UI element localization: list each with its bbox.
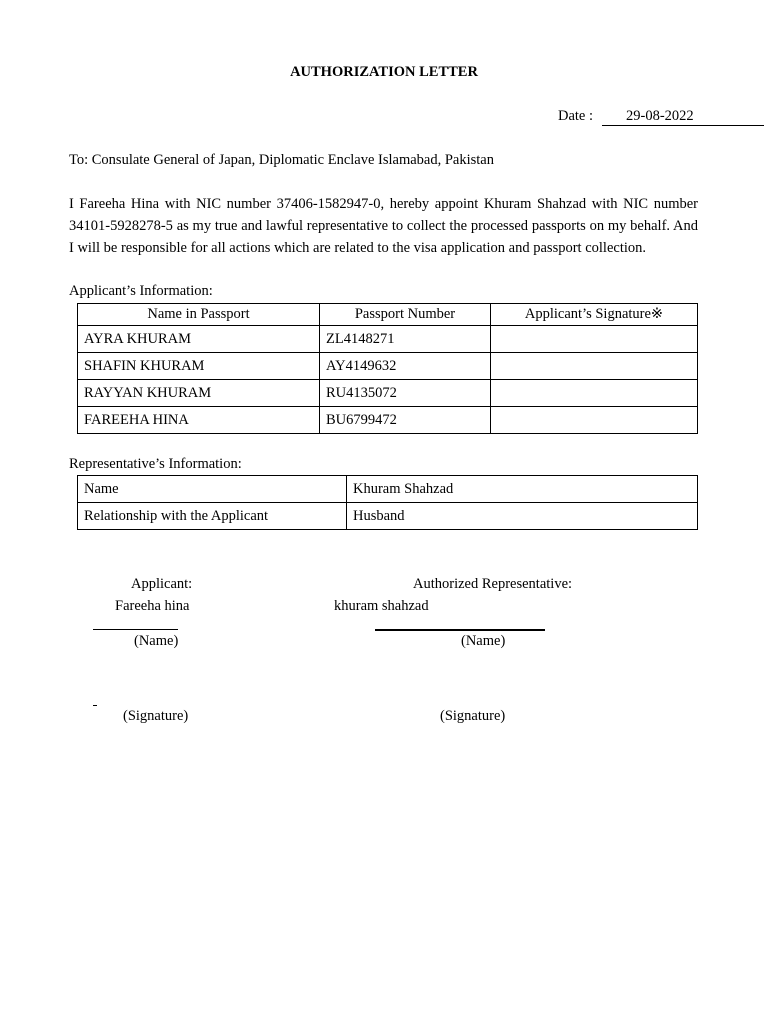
- table-row: [78, 353, 698, 380]
- applicant-signature-mark: [93, 705, 97, 706]
- signature-cell: [491, 407, 698, 434]
- applicant-name-cell: SHAFIN KHURAM: [78, 353, 320, 380]
- applicant-name-cell: RAYYAN KHURAM: [78, 380, 320, 407]
- column-header-signature: Applicant’s Signature※: [491, 304, 698, 326]
- applicant-printed-name: Fareeha hina: [115, 598, 190, 614]
- date-value: 29-08-2022: [602, 107, 764, 126]
- representative-table: [77, 475, 698, 530]
- representative-field-value: Khuram Shahzad: [347, 476, 698, 503]
- table-row: [78, 326, 698, 353]
- applicant-name-cell: AYRA KHURAM: [78, 326, 320, 353]
- representative-info-heading: Representative’s Information:: [69, 456, 242, 472]
- column-header-name: Name in Passport: [78, 304, 320, 326]
- applicant-table: [77, 303, 698, 434]
- signature-cell: [491, 380, 698, 407]
- table-row: [78, 503, 698, 530]
- table-row: [78, 380, 698, 407]
- passport-number-cell: ZL4148271: [320, 326, 491, 353]
- addressee-line: To: Consulate General of Japan, Diplomatic Enclave Islamabad, Pakistan: [69, 152, 494, 168]
- applicant-name-line: [93, 629, 178, 630]
- representative-field-label: Name: [78, 476, 347, 503]
- signature-cell: [491, 353, 698, 380]
- representative-field-value: Husband: [347, 503, 698, 530]
- applicant-info-heading: Applicant’s Information:: [69, 283, 213, 299]
- applicant-signature-label: Applicant:: [131, 576, 193, 592]
- document-title: AUTHORIZATION LETTER: [290, 64, 478, 80]
- applicant-signature-caption: (Signature): [123, 708, 189, 724]
- applicant-name-caption: (Name): [134, 633, 179, 649]
- representative-name-line: [375, 629, 545, 631]
- representative-printed-name: khuram shahzad: [334, 598, 429, 614]
- representative-signature-caption: (Signature): [440, 708, 506, 724]
- passport-number-cell: BU6799472: [320, 407, 491, 434]
- representative-field-label: Relationship with the Applicant: [78, 503, 347, 530]
- applicant-name-cell: FAREEHA HINA: [78, 407, 320, 434]
- table-row: [78, 476, 698, 503]
- passport-number-cell: AY4149632: [320, 353, 491, 380]
- letter-body: I Fareeha Hina with NIC number 37406-1582947-0, hereby appoint Khuram Shahzad with NIC number 34101-5928278-5 as my true and lawful representative to collect the processed passports on my behalf. And I will be responsible for all actions which are related to the visa application and passport collection.: [69, 196, 698, 256]
- representative-name-caption: (Name): [461, 633, 506, 649]
- column-header-passport: Passport Number: [320, 304, 491, 326]
- table-row: [78, 407, 698, 434]
- signature-cell: [491, 326, 698, 353]
- passport-number-cell: RU4135072: [320, 380, 491, 407]
- representative-signature-label: Authorized Representative:: [413, 576, 573, 592]
- date-label: Date :: [558, 108, 594, 124]
- table-header-row: [78, 304, 698, 326]
